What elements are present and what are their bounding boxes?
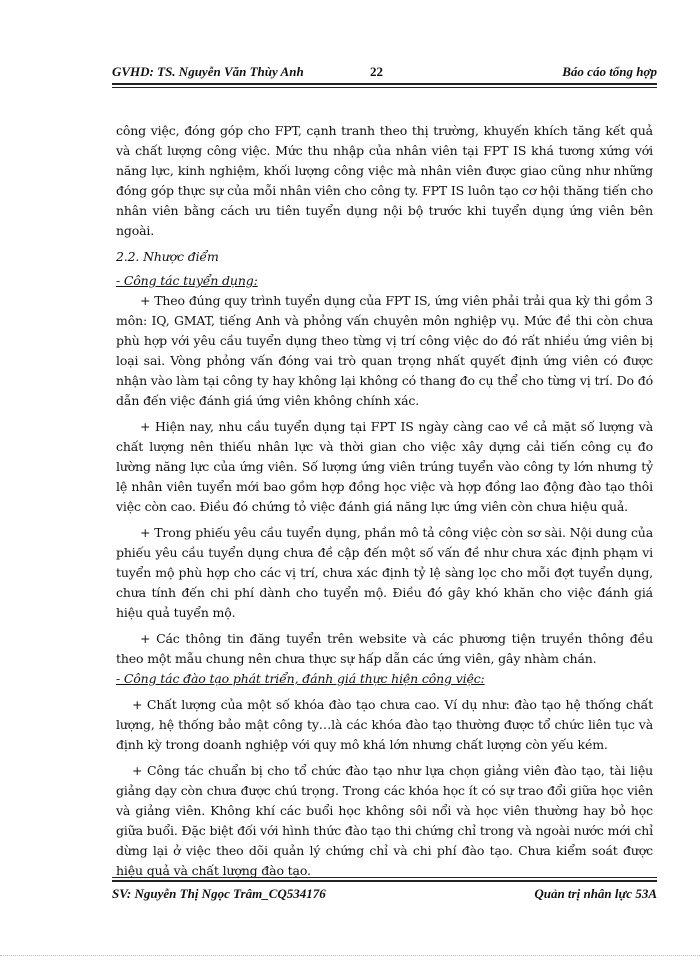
header-divider: [112, 83, 657, 88]
footer-student: SV: Nguyễn Thị Ngọc Trâm_CQ534176: [112, 886, 326, 901]
recruit-item-3: + Trong phiếu yêu cầu tuyển dụng, phần mô tả công việc còn sơ sài. Nội dung của phiếu yêu cầu tuyển dụng chưa đề cập đến một số vấn đề như chưa xác định phạm vi tuyển mộ phù hợp cho các vị trí, chưa xác định tỷ lệ sàng lọc cho mỗi đợt tuyển dụng, chưa tính đến chi phí dành cho tuyển mộ. Điều đó gây khó khăn cho việc đánh giá hiệu quả tuyển mộ.: [116, 525, 653, 620]
page-footer: [112, 884, 657, 906]
intro-paragraph: công việc, đóng góp cho FPT, cạnh tranh theo thị trường, khuyến khích tăng kết quả và chất lượng công việc. Mức thu nhập của nhân viên tại FPT IS khá tương xứng với năng lực, kinh nghiệm, khối lượng công việc mà nhân viên được giao cũng như những đóng góp thực sự của mỗi nhân viên cho công ty. FPT IS luôn tạo cơ hội thăng tiến cho nhân viên bằng cách ưu tiên tuyển dụng nội bộ trước khi tuyển dụng ứng viên bên ngoài.: [116, 123, 653, 238]
training-item-1: + Chất lượng của một số khóa đào tạo chưa cao. Ví dụ như: đào tạo hệ thống chất lượng, hệ thống bảo mật công ty…là các khóa đào tạo thường được tổ chức liên tục và định kỳ trong doanh nghiệp với quy mô khá lớn nhưng chất lượng còn yếu kém.: [116, 697, 653, 752]
page-body: [116, 121, 653, 881]
section-title: 2.2. Nhược điểm: [116, 249, 219, 264]
training-item-2: + Công tác chuẩn bị cho tổ chức đào tạo như lựa chọn giảng viên đào tạo, tài liệu giảng dạy còn chưa được chú trọng. Trong các khóa học ít có sự trao đổi giữa học viên và giảng viên. Không khí các buổi học không sôi nổi và học viên thường hay bỏ học giữa buổi. Đặc biệt đối với hình thức đào tạo thi chứng chỉ trong và ngoài nước mới chỉ dừng lại ở việc theo dõi quản lý chứng chỉ và chi phí đào tạo. Chưa kiểm soát được hiệu quả và chất lượng đào tạo.: [116, 763, 653, 878]
header-supervisor: GVHD: TS. Nguyễn Văn Thùy Anh: [112, 64, 304, 79]
subhead-training: - Công tác đào tạo phát triển, đánh giá thực hiện công việc:: [116, 671, 485, 686]
recruit-item-1: + Theo đúng quy trình tuyển dụng của FPT IS, ứng viên phải trải qua kỳ thi gồm 3 môn: IQ, GMAT, tiếng Anh và phỏng vấn chuyên môn nghiệp vụ. Mức đề thi còn chưa phù hợp với yêu cầu tuyển dụng theo từng vị trí công việc do đó rất nhiều ứng viên bị loại sai. Vòng phỏng vấn đóng vai trò quan trọng nhất quyết định ứng viên có được nhận vào làm tại công ty hay không lại không có thang đo cụ thể cho từng vị trí. Do đó dẫn đến việc đánh giá ứng viên không chính xác.: [116, 293, 653, 408]
header-page-number: 22: [370, 64, 383, 79]
footer-class: Quản trị nhân lực 53A: [534, 886, 657, 901]
subhead-recruitment: - Công tác tuyển dụng:: [116, 273, 258, 288]
footer-divider: [112, 877, 657, 882]
recruit-item-2: + Hiện nay, nhu cầu tuyển dụng tại FPT IS ngày càng cao về cả mặt số lượng và chất lượng nên thiếu nhân lực và thời gian cho việc xây dựng cải tiến công cụ đo lường năng lực của ứng viên. Số lượng ứng viên trúng tuyển vào công ty lớn nhưng tỷ lệ nhân viên tuyển mới bao gồm hợp đồng học việc và hợp đồng lao động đào tạo thôi việc còn cao. Điều đó chứng tỏ việc đánh giá năng lực ứng viên còn chưa hiệu quả.: [116, 419, 653, 514]
recruit-item-4: + Các thông tin đăng tuyển trên website và các phương tiện truyền thông đều theo một mẫu chung nên chưa thực sự hấp dẫn các ứng viên, gây nhàm chán.: [116, 631, 653, 666]
header-report-title: Báo cáo tổng hợp: [562, 64, 657, 79]
page-header: [112, 60, 657, 82]
page-edge: [0, 955, 700, 956]
